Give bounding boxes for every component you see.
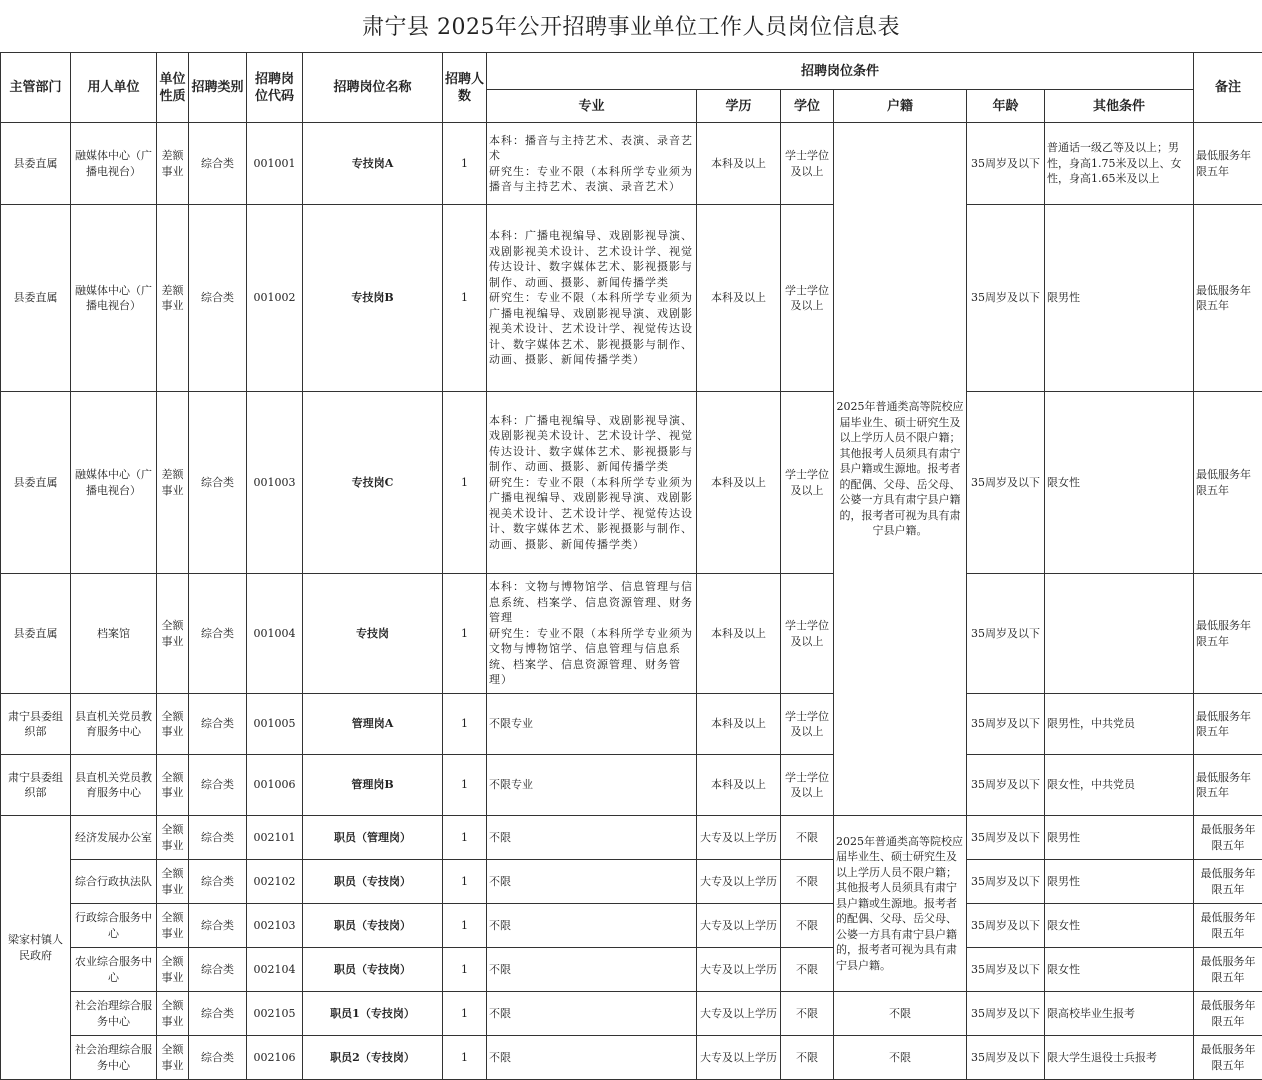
cell-nature: 全额事业 (157, 694, 189, 755)
cell-nature: 全额事业 (157, 574, 189, 694)
cell-other: 限女性，中共党员 (1045, 755, 1194, 816)
cell-count: 1 (443, 694, 487, 755)
cell-unit: 社会治理综合服务中心 (71, 992, 157, 1036)
cell-major: 不限 (487, 1036, 697, 1080)
cell-other: 普通话一级乙等及以上；男性，身高1.75米及以上、女性，身高1.65米及以上 (1045, 123, 1194, 205)
cell-edu: 大专及以上学历 (697, 816, 781, 860)
cell-position: 专技岗B (303, 205, 443, 392)
cell-code: 001002 (247, 205, 303, 392)
cell-edu: 大专及以上学历 (697, 860, 781, 904)
cell-category: 综合类 (189, 755, 247, 816)
cell-position: 专技岗A (303, 123, 443, 205)
cell-degree: 不限 (781, 816, 834, 860)
table-row (1, 1036, 1262, 1080)
cell-other: 限高校毕业生报考 (1045, 992, 1194, 1036)
cell-nature: 差额事业 (157, 392, 189, 574)
cell-note: 最低服务年限五年 (1194, 205, 1262, 392)
cell-age: 35周岁及以下 (967, 574, 1045, 694)
cell-count: 1 (443, 574, 487, 694)
cell-major: 不限 (487, 948, 697, 992)
cell-age: 35周岁及以下 (967, 860, 1045, 904)
cell-code: 001006 (247, 755, 303, 816)
cell-nature: 全额事业 (157, 816, 189, 860)
cell-category: 综合类 (189, 694, 247, 755)
cell-other: 限女性 (1045, 392, 1194, 574)
cell-count: 1 (443, 392, 487, 574)
cell-code: 001001 (247, 123, 303, 205)
cell-nature: 全额事业 (157, 755, 189, 816)
cell-edu: 大专及以上学历 (697, 992, 781, 1036)
cell-edu: 本科及以上 (697, 392, 781, 574)
cell-edu: 本科及以上 (697, 755, 781, 816)
cell-age: 35周岁及以下 (967, 992, 1045, 1036)
cell-other: 限男性 (1045, 860, 1194, 904)
cell-unit: 融媒体中心（广播电视台） (71, 123, 157, 205)
cell-degree: 学士学位及以上 (781, 694, 834, 755)
cell-degree: 学士学位及以上 (781, 392, 834, 574)
cell-dept: 县委直属 (1, 392, 71, 574)
cell-major: 本科：广播电视编导、戏剧影视导演、戏剧影视美术设计、艺术设计学、视觉传达设计、数字媒体艺术、影视摄影与制作、动画、摄影、新闻传播学类 研究生：专业不限（本科所学专业须为广播电视编导、戏剧影视导演、戏剧影视美术设计、艺术设计学、视觉传达设计、数字媒体艺术、影视摄影与制作、动画、摄影、新闻传播学类） (487, 205, 697, 392)
cell-note: 最低服务年限五年 (1194, 392, 1262, 574)
cell-position: 职员1（专技岗） (303, 992, 443, 1036)
cell-note: 最低服务年限五年 (1194, 948, 1262, 992)
cell-degree: 学士学位及以上 (781, 205, 834, 392)
cell-position: 职员（专技岗） (303, 948, 443, 992)
cell-huji: 不限 (834, 992, 967, 1036)
table-row (1, 816, 1262, 860)
header-unit: 用人单位 (71, 53, 157, 123)
cell-category: 综合类 (189, 904, 247, 948)
cell-category: 综合类 (189, 123, 247, 205)
cell-nature: 全额事业 (157, 904, 189, 948)
cell-other: 限女性 (1045, 904, 1194, 948)
cell-other: 限大学生退役士兵报考 (1045, 1036, 1194, 1080)
cell-note: 最低服务年限五年 (1194, 694, 1262, 755)
cell-count: 1 (443, 816, 487, 860)
table-row (1, 992, 1262, 1036)
cell-edu: 大专及以上学历 (697, 1036, 781, 1080)
cell-other: 限男性，中共党员 (1045, 694, 1194, 755)
cell-degree: 不限 (781, 1036, 834, 1080)
cell-dept: 肃宁县委组织部 (1, 694, 71, 755)
header-position: 招聘岗位名称 (303, 53, 443, 123)
cell-position: 职员（专技岗） (303, 904, 443, 948)
table-row (1, 904, 1262, 948)
cell-unit: 综合行政执法队 (71, 860, 157, 904)
cell-age: 35周岁及以下 (967, 123, 1045, 205)
table-row (1, 755, 1262, 816)
cell-unit: 县直机关党员教育服务中心 (71, 755, 157, 816)
cell-note: 最低服务年限五年 (1194, 816, 1262, 860)
cell-edu: 本科及以上 (697, 574, 781, 694)
cell-category: 综合类 (189, 392, 247, 574)
table-row (1, 694, 1262, 755)
cell-major: 不限 (487, 992, 697, 1036)
cell-major: 不限专业 (487, 755, 697, 816)
header-conditions: 招聘岗位条件 (487, 53, 1194, 90)
cell-code: 002102 (247, 860, 303, 904)
cell-degree: 学士学位及以上 (781, 123, 834, 205)
cell-note: 最低服务年限五年 (1194, 574, 1262, 694)
header-huji: 户籍 (834, 90, 967, 123)
cell-age: 35周岁及以下 (967, 904, 1045, 948)
cell-count: 1 (443, 992, 487, 1036)
cell-degree: 不限 (781, 904, 834, 948)
header-category: 招聘类别 (189, 53, 247, 123)
cell-note: 最低服务年限五年 (1194, 904, 1262, 948)
cell-degree: 学士学位及以上 (781, 574, 834, 694)
cell-major: 本科：广播电视编导、戏剧影视导演、戏剧影视美术设计、艺术设计学、视觉传达设计、数字媒体艺术、影视摄影与制作、动画、摄影、新闻传播学类 研究生：专业不限（本科所学专业须为广播电视编导、戏剧影视导演、戏剧影视美术设计、艺术设计学、视觉传达设计、数字媒体艺术、影视摄影与制作、动画、摄影、新闻传播学类） (487, 392, 697, 574)
header-note: 备注 (1194, 53, 1262, 123)
cell-count: 1 (443, 755, 487, 816)
table-row (1, 205, 1262, 392)
positions-table (0, 52, 1262, 1080)
cell-degree: 不限 (781, 992, 834, 1036)
cell-major: 不限 (487, 860, 697, 904)
cell-unit: 融媒体中心（广播电视台） (71, 205, 157, 392)
cell-code: 002103 (247, 904, 303, 948)
cell-count: 1 (443, 205, 487, 392)
table-row (1, 574, 1262, 694)
cell-age: 35周岁及以下 (967, 1036, 1045, 1080)
table-row (1, 860, 1262, 904)
cell-code: 002106 (247, 1036, 303, 1080)
cell-edu: 本科及以上 (697, 123, 781, 205)
cell-dept: 县委直属 (1, 123, 71, 205)
cell-unit: 档案馆 (71, 574, 157, 694)
cell-major: 不限 (487, 816, 697, 860)
cell-category: 综合类 (189, 948, 247, 992)
cell-nature: 差额事业 (157, 205, 189, 392)
cell-unit: 农业综合服务中心 (71, 948, 157, 992)
header-count: 招聘人数 (443, 53, 487, 123)
cell-edu: 大专及以上学历 (697, 904, 781, 948)
cell-count: 1 (443, 860, 487, 904)
cell-age: 35周岁及以下 (967, 948, 1045, 992)
header-age: 年龄 (967, 90, 1045, 123)
cell-age: 35周岁及以下 (967, 816, 1045, 860)
cell-edu: 本科及以上 (697, 205, 781, 392)
header-major: 专业 (487, 90, 697, 123)
cell-code: 002104 (247, 948, 303, 992)
header-other: 其他条件 (1045, 90, 1194, 123)
cell-major: 本科：文物与博物馆学、信息管理与信息系统、档案学、信息资源管理、财务管理 研究生：专业不限（本科所学专业须为文物与博物馆学、信息管理与信息系统、档案学、信息资源管理、财务管理） (487, 574, 697, 694)
cell-code: 002105 (247, 992, 303, 1036)
cell-degree: 不限 (781, 860, 834, 904)
cell-position: 专技岗C (303, 392, 443, 574)
cell-count: 1 (443, 904, 487, 948)
cell-major: 本科：播音与主持艺术、表演、录音艺术 研究生：专业不限（本科所学专业须为播音与主持艺术、表演、录音艺术） (487, 123, 697, 205)
cell-age: 35周岁及以下 (967, 755, 1045, 816)
cell-category: 综合类 (189, 574, 247, 694)
cell-count: 1 (443, 1036, 487, 1080)
page-title: 肃宁县 2025年公开招聘事业单位工作人员岗位信息表 (362, 15, 900, 40)
cell-nature: 全额事业 (157, 992, 189, 1036)
cell-unit: 融媒体中心（广播电视台） (71, 392, 157, 574)
cell-position: 职员（管理岗） (303, 816, 443, 860)
cell-degree: 不限 (781, 948, 834, 992)
cell-dept: 县委直属 (1, 205, 71, 392)
cell-edu: 大专及以上学历 (697, 948, 781, 992)
cell-age: 35周岁及以下 (967, 392, 1045, 574)
cell-position: 职员2（专技岗） (303, 1036, 443, 1080)
cell-edu: 本科及以上 (697, 694, 781, 755)
cell-category: 综合类 (189, 1036, 247, 1080)
cell-major: 不限专业 (487, 694, 697, 755)
cell-huji: 2025年普通类高等院校应届毕业生、硕士研究生及以上学历人员不限户籍；其他报考人员须具有肃宁县户籍或生源地。报考者的配偶、父母、岳父母、公婆一方具有肃宁县户籍的，报考者可视为具有肃宁县户籍。 (834, 816, 967, 992)
cell-category: 综合类 (189, 205, 247, 392)
cell-category: 综合类 (189, 816, 247, 860)
cell-huji: 不限 (834, 1036, 967, 1080)
cell-count: 1 (443, 948, 487, 992)
header-edu: 学历 (697, 90, 781, 123)
cell-degree: 学士学位及以上 (781, 755, 834, 816)
cell-unit: 社会治理综合服务中心 (71, 1036, 157, 1080)
cell-note: 最低服务年限五年 (1194, 1036, 1262, 1080)
cell-age: 35周岁及以下 (967, 694, 1045, 755)
table-row (1, 123, 1262, 205)
cell-category: 综合类 (189, 992, 247, 1036)
cell-nature: 差额事业 (157, 123, 189, 205)
header-nature: 单位性质 (157, 53, 189, 123)
cell-note: 最低服务年限五年 (1194, 992, 1262, 1036)
cell-age: 35周岁及以下 (967, 205, 1045, 392)
cell-position: 管理岗B (303, 755, 443, 816)
cell-position: 职员（专技岗） (303, 860, 443, 904)
cell-nature: 全额事业 (157, 860, 189, 904)
cell-other: 限男性 (1045, 205, 1194, 392)
cell-position: 管理岗A (303, 694, 443, 755)
cell-dept: 县委直属 (1, 574, 71, 694)
table-row (1, 948, 1262, 992)
cell-unit: 经济发展办公室 (71, 816, 157, 860)
cell-code: 001004 (247, 574, 303, 694)
cell-other (1045, 574, 1194, 694)
cell-note: 最低服务年限五年 (1194, 123, 1262, 205)
cell-huji: 2025年普通类高等院校应届毕业生、硕士研究生及以上学历人员不限户籍；其他报考人员须具有肃宁县户籍或生源地。报考者的配偶、父母、岳父母、公婆一方具有肃宁县户籍的，报考者可视为具有肃宁县户籍。 (834, 123, 967, 816)
cell-category: 综合类 (189, 860, 247, 904)
cell-dept: 梁家村镇人民政府 (1, 816, 71, 1080)
cell-count: 1 (443, 123, 487, 205)
cell-position: 专技岗 (303, 574, 443, 694)
cell-code: 002101 (247, 816, 303, 860)
cell-code: 001003 (247, 392, 303, 574)
cell-nature: 全额事业 (157, 948, 189, 992)
cell-nature: 全额事业 (157, 1036, 189, 1080)
header-dept: 主管部门 (1, 53, 71, 123)
header-degree: 学位 (781, 90, 834, 123)
cell-other: 限男性 (1045, 816, 1194, 860)
cell-note: 最低服务年限五年 (1194, 860, 1262, 904)
cell-dept: 肃宁县委组织部 (1, 755, 71, 816)
table-row (1, 392, 1262, 574)
cell-note: 最低服务年限五年 (1194, 755, 1262, 816)
cell-other: 限女性 (1045, 948, 1194, 992)
cell-unit: 行政综合服务中心 (71, 904, 157, 948)
cell-unit: 县直机关党员教育服务中心 (71, 694, 157, 755)
header-code: 招聘岗位代码 (247, 53, 303, 123)
cell-code: 001005 (247, 694, 303, 755)
cell-major: 不限 (487, 904, 697, 948)
